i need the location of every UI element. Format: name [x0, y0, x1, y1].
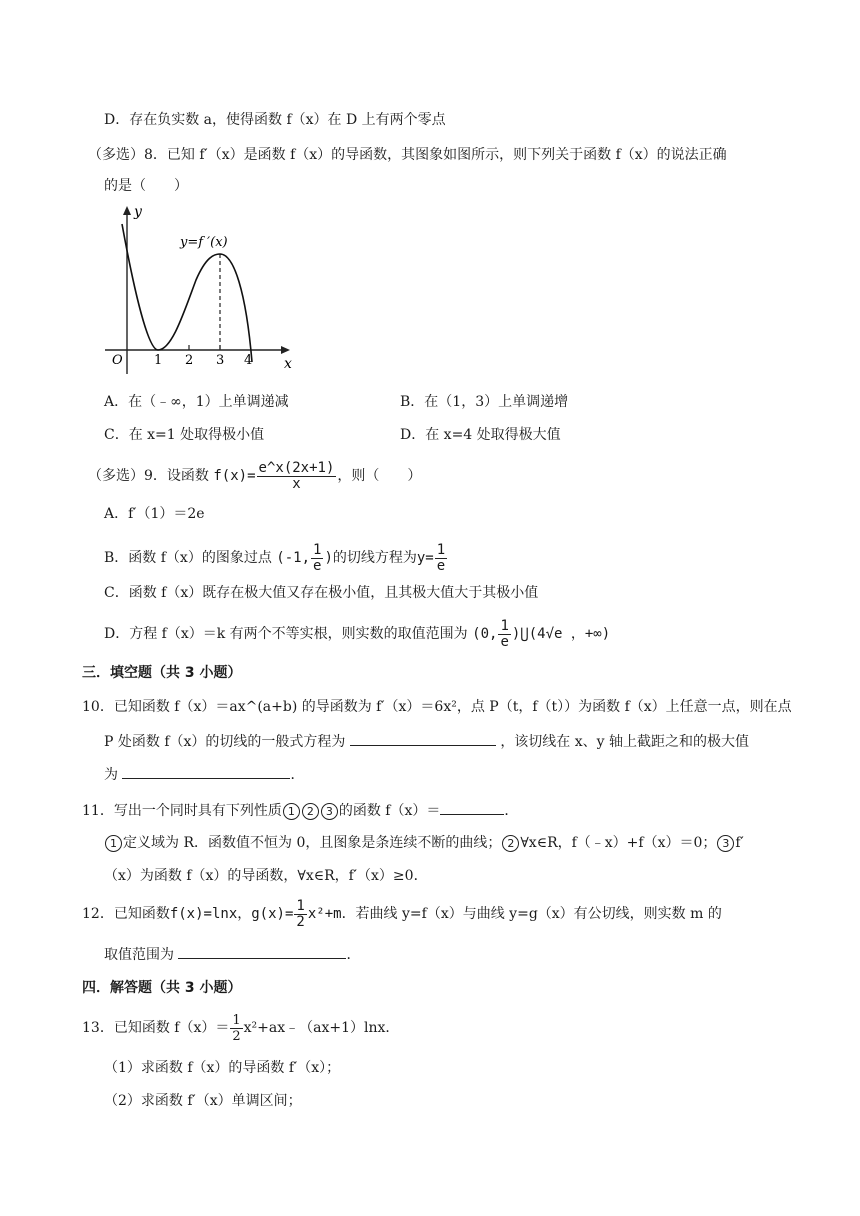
q12-line1: 12．已知函数f(x)=lnx，g(x)= $\frac{1}{2}$ x²+m．若曲线 y=f（x）与曲线 y=g（x）有公切线，则实数 m 的	[82, 897, 722, 930]
q9-option-d: D．方程 f（x）＝k 有两个不等实根，则实数的取值范围为 (0, $\frac{1}{e}$ )⋃(4√e ，+∞)	[104, 617, 611, 650]
q8-option-c: C．在 x=1 处取得极小值	[104, 427, 265, 443]
q10-line1: 10．已知函数 f（x）＝ax^(a+b) 的导函数为 f′（x）＝6x²，点 P（t，f（t））为函数 f（x）上任意一点，则在点	[82, 699, 792, 715]
section-4-heading: 四．解答题（共 3 小题）	[82, 980, 242, 996]
q8-option-a: A．在（﹣∞，1）上单调递减	[104, 394, 289, 410]
q11-line2: 1 定义域为 R．函数值不恒为 0，且图象是条连续不断的曲线； 2 ∀x∈R，f（﹣x）+f（x）＝0； 3 f′	[104, 833, 744, 853]
section-3-heading: 三．填空题（共 3 小题）	[82, 665, 242, 681]
x-axis-arrow-icon	[281, 346, 290, 354]
q7-option-d-text: D．存在负实数 a，使得函数 f（x）在 D 上有两个零点	[104, 112, 446, 128]
origin-label: O	[112, 353, 123, 368]
q12-answer-blank[interactable]	[178, 944, 346, 959]
q9-option-b: B．函数 f（x）的图象过点 (-1, $\frac{1}{e}$ )的切线方程为y= $\frac{1}{e}$	[104, 541, 446, 574]
q8-stem-text-2: 的是（ ）	[104, 178, 188, 194]
q8-option-d: D．在 x=4 处取得极大值	[400, 427, 561, 443]
x-axis-label: x	[284, 356, 292, 372]
tick-label-2: 2	[185, 353, 194, 368]
tick-label-3: 3	[216, 353, 225, 368]
q10-line3: 为 ．	[104, 764, 304, 785]
q13-stem: 13．已知函数 f（x）＝ $\frac{1}{2}$ x²+ax﹣（ax+1）lnx．	[82, 1012, 400, 1044]
q11-answer-blank[interactable]	[440, 800, 504, 815]
circled-1-icon: 1	[105, 835, 122, 852]
q13-part2: （2）求函数 f′（x）单调区间；	[104, 1093, 302, 1109]
q8-derivative-graph	[100, 202, 300, 380]
curve-label: y=f ′(x)	[180, 235, 228, 250]
tick-label-4: 4	[244, 353, 253, 368]
q8-option-b: B．在（1，3）上单调递增	[400, 394, 569, 410]
y-axis-label: y	[134, 204, 142, 220]
q8-stem-line2	[104, 176, 188, 196]
circled-3-icon: 3	[717, 835, 734, 852]
q12-line2: 取值范围为 ．	[104, 944, 360, 965]
q9-option-a: A．f′（1）＝2e	[104, 506, 205, 522]
q9-func-lhs: f(x)=	[213, 468, 256, 484]
y-axis-arrow-icon	[123, 206, 131, 215]
q8-stem-line1	[88, 145, 727, 165]
q9-func-fraction: $\frac{e\^{}x(2x+1)}{x}$	[258, 459, 335, 492]
q9-stem: （多选）9．设函数 f(x)= $\frac{e\^{}x(2x+1)}{x}$ ，则（ ）	[88, 459, 422, 492]
q11-line3: （x）为函数 f（x）的导函数，∀x∈R，f′（x）≥0．	[104, 868, 428, 884]
circled-2-icon: 2	[502, 835, 519, 852]
q9-option-c: C．函数 f（x）既存在极大值又存在极小值，且其极大值大于其极小值	[104, 585, 539, 601]
circled-2-icon: 2	[302, 803, 319, 820]
tick-label-1: 1	[154, 353, 163, 368]
q7-option-d	[104, 110, 446, 130]
q10-line2: P 处函数 f（x）的切线的一般式方程为 ，该切线在 x、y 轴上截距之和的极大值	[104, 731, 749, 752]
q13-part1: （1）求函数 f（x）的导函数 f′（x）；	[104, 1060, 341, 1076]
q11-line1: 11．写出一个同时具有下列性质 1 2 3 的函数 f（x）＝ ．	[82, 800, 518, 821]
q10-answer-blank-2[interactable]	[122, 764, 290, 779]
circled-3-icon: 3	[321, 803, 338, 820]
circled-1-icon: 1	[283, 803, 300, 820]
q8-stem-text: （多选）8．已知 f′（x）是函数 f（x）的导函数，其图象如图所示，则下列关于函数 f（x）的说法正确	[88, 147, 727, 163]
q10-answer-blank-1[interactable]	[350, 731, 496, 746]
